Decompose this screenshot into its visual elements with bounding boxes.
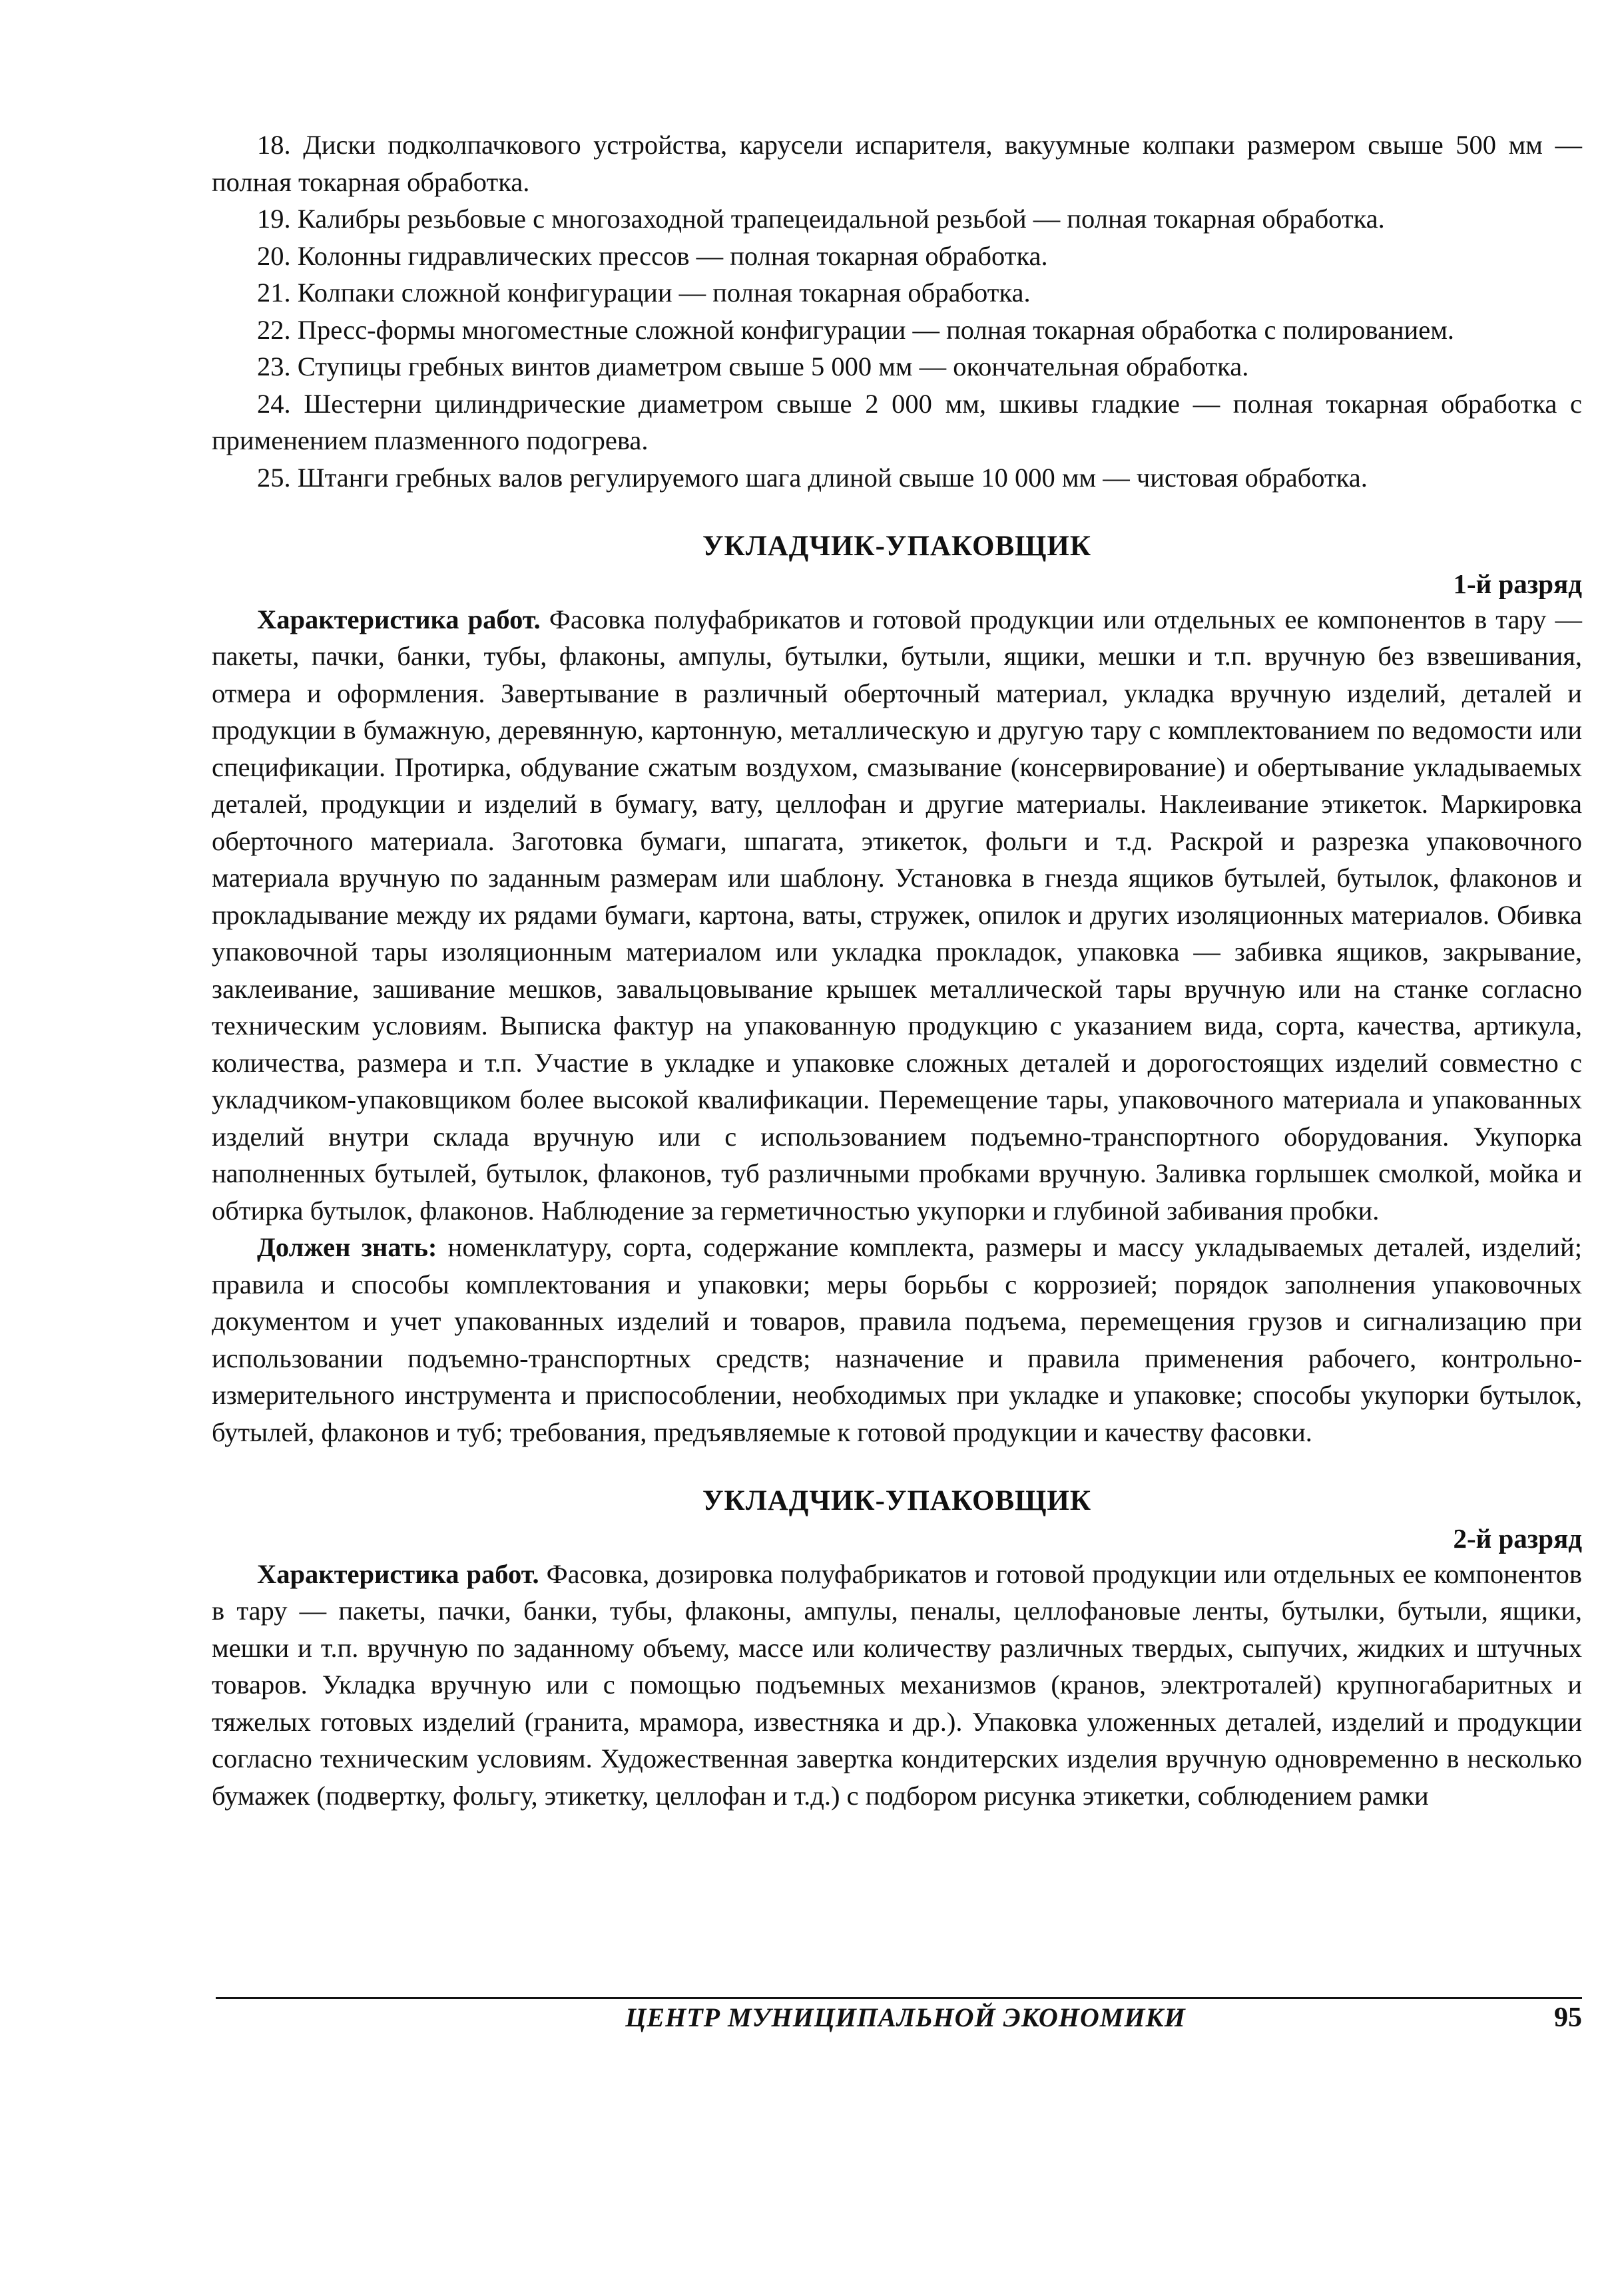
section-grade-2 [212,1483,1582,1814]
page-content [212,126,1582,1814]
page-number: 95 [1554,2002,1582,2033]
grade-label: 1-й разряд [1453,568,1582,599]
list-item-23: 23. Ступицы гребных винтов диаметром свыше 5 000 мм — окончательная обработка. [257,351,1249,381]
footer-divider [216,1997,1582,1999]
section-title: УКЛАДЧИК-УПАКОВЩИК [702,1485,1092,1516]
list-item-19: 19. Калибры резьбовые с многозаходной трапецеидальной резьбой — полная токарная обработка. [257,204,1385,234]
list-item-22: 22. Пресс-формы многоместные сложной конфигурации — полная токарная обработка с полированием. [257,314,1455,345]
numbered-list [212,126,1582,496]
list-item-24: 24. Шестерни цилиндрические диаметром свыше 2 000 мм, шкивы гладкие — полная токарная обработка с применением плазменного подогрева. [212,388,1582,455]
work-characteristics-text: Фасовка, дозировка полуфабрикатов и готовой продукции или отдельных ее компонентов в тару — пакеты, пачки, банки, тубы, флаконы, ампулы, пеналы, целлофановые ленты, бутылки, бутыли, ящики, мешки и т.п. вручную по заданному объему, массе или количеству различных твердых, сыпучих, жидких и штучных товаров. Укладка вручную или с помощью подъемных механизмов (кранов, электроталей) крупногабаритных и тяжелых готовых изделий (гранита, мрамора, известняка и др.). Упаковка уложенных деталей, изделий и продукции согласно техническим условиям. Художественная завертка кондитерских изделия вручную одновременно в несколько бумажек (подвертку, фольгу, этикетку, целлофан и т.д.) с подбором рисунка этикетки, соблюдением рамки [212,1558,1582,1811]
work-characteristics-label: Характеристика работ. [257,604,541,634]
section-title: УКЛАДЧИК-УПАКОВЩИК [702,531,1092,562]
must-know-text: номенклатуру, сорта, содержание комплекта, размеры и массу укладываемых деталей, изделий; правила и способы комплектования и упаковки; меры борьбы с коррозией; порядок заполнения упаковочных документом и учет упакованных изделий и товаров, правила подъема, перемещения грузов и сигнализацию при использовании подъемно-транспортных средств; назначение и правила применения рабочего, контрольно-измерительного инструмента и приспособлении, необходимых при укладке и упаковке; способы укупорки бутылок, бутылей, флаконов и туб; требования, предъявляемые к готовой продукции и качеству фасовки. [212,1232,1582,1447]
list-item-20: 20. Колонны гидравлических прессов — полная токарная обработка. [257,240,1048,271]
section-grade-1 [212,528,1582,1451]
list-item-18: 18. Диски подколпачкового устройства, карусели испарителя, вакуумные колпаки размером свыше 500 мм — полная токарная обработка. [212,130,1582,197]
footer-publisher: ЦЕНТР МУНИЦИПАЛЬНОЙ ЭКОНОМИКИ [625,2002,1186,2032]
grade-label: 2-й разряд [1453,1522,1582,1554]
list-item-21: 21. Колпаки сложной конфигурации — полная токарная обработка. [257,278,1031,308]
work-characteristics-paragraph [212,601,1582,1230]
work-characteristics-paragraph [212,1556,1582,1815]
must-know-paragraph [212,1229,1582,1451]
list-item-25: 25. Штанги гребных валов регулируемого шага длиной свыше 10 000 мм — чистовая обработка. [257,462,1368,493]
must-know-label: Должен знать: [257,1232,437,1262]
work-characteristics-text: Фасовка полуфабрикатов и готовой продукции или отдельных ее компонентов в тару — пакеты, пачки, банки, тубы, флаконы, ампулы, бутылки, бутыли, ящики, мешки и т.п. вручную без взвешивания, отмера и оформления. Завертывание в различный оберточный материал, укладка вручную изделий, деталей и продукции в бумажную, деревянную, картонную, металлическую и другую тару с комплектованием по ведомости или спецификации. Протирка, обдувание сжатым воздухом, смазывание (консервирование) и обертывание укладываемых деталей, продукции и изделий в бумагу, вату, целлофан и другие материалы. Наклеивание этикеток. Маркировка оберточного материала. Заготовка бумаги, шпагата, этикеток, фольги и т.д. Раскрой и разрезка упаковочного материала вручную по заданным размерам или шаблону. Установка в гнезда ящиков бутылей, бутылок, флаконов и прокладывание между их рядами бумаги, картона, ваты, стружек, опилок и других изоляционных материалов. Обивка упаковочной тары изоляционным материалом или укладка прокладок, упаковка — забивка ящиков, закрывание, заклеивание, зашивание мешков, завальцовывание крышек металлической тары вручную или на станке согласно техническим условиям. Выписка фактур на упакованную продукцию с указанием вида, сорта, качества, артикула, количества, размера и т.п. Участие в укладке и упаковке сложных деталей и дорогостоящих изделий совместно с укладчиком-упаковщиком более высокой квалификации. Перемещение тары, упаковочного материала и упакованных изделий внутри склада вручную или с использованием подъемно-транспортного оборудования. Укупорка наполненных бутылей, бутылок, флаконов, туб различными пробками вручную. Заливка горлышек смолкой, мойка и обтирка бутылок, флаконов. Наблюдение за герметичностью укупорки и глубиной забивания пробки. [212,604,1582,1226]
work-characteristics-label: Характеристика работ. [257,1558,539,1589]
